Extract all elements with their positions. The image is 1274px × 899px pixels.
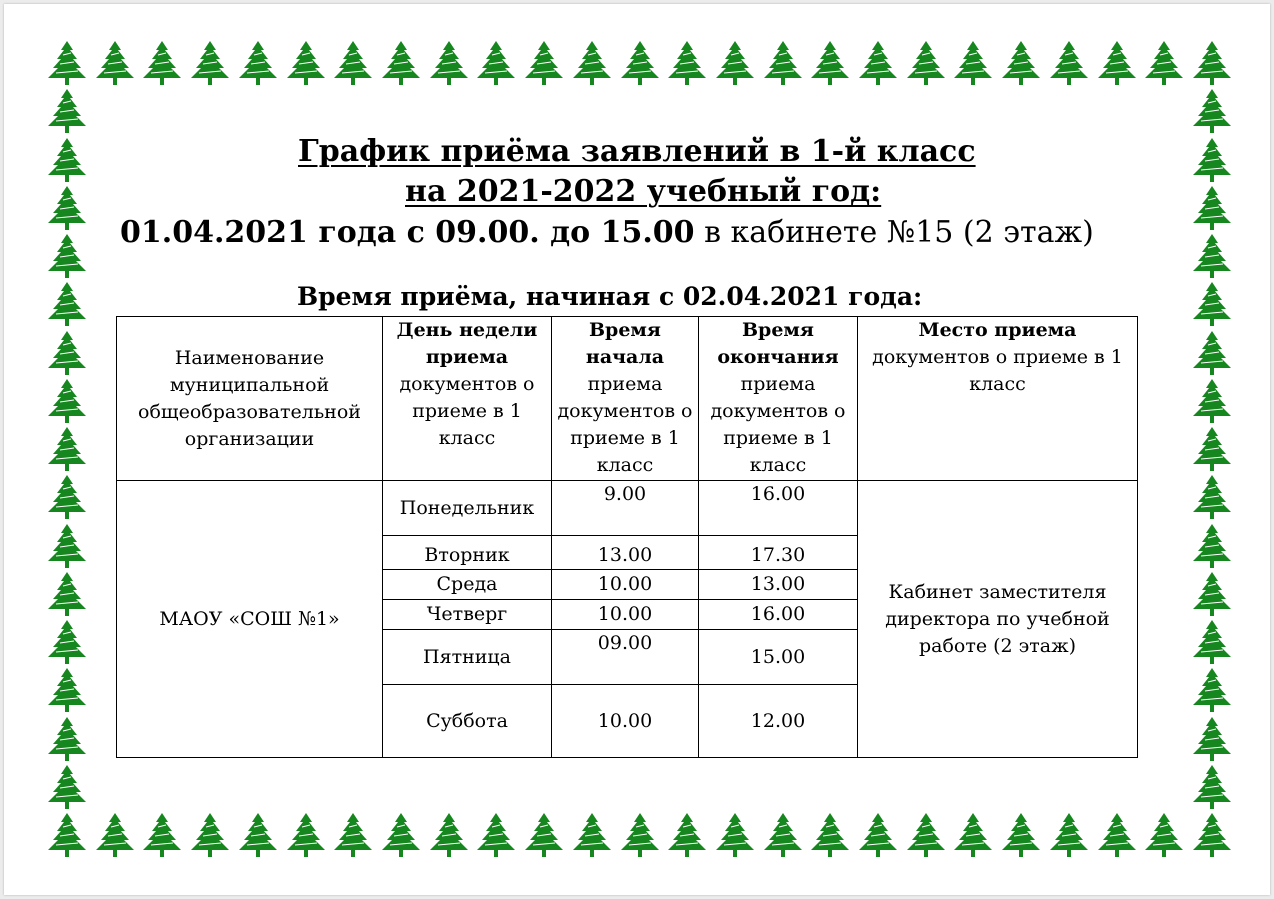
christmas-tree-icon bbox=[283, 40, 329, 86]
day-cell: Среда bbox=[383, 570, 552, 600]
christmas-tree-icon bbox=[1189, 378, 1235, 424]
christmas-tree-icon bbox=[1189, 667, 1235, 713]
christmas-tree-icon bbox=[569, 40, 615, 86]
christmas-tree-icon bbox=[807, 40, 853, 86]
christmas-tree-icon bbox=[903, 40, 949, 86]
christmas-tree-icon bbox=[330, 812, 376, 858]
header-org bbox=[117, 317, 383, 481]
date-line bbox=[120, 215, 1094, 250]
christmas-tree-icon bbox=[235, 40, 281, 86]
christmas-tree-icon bbox=[807, 812, 853, 858]
day-cell: Вторник bbox=[383, 536, 552, 570]
christmas-tree-icon bbox=[44, 571, 90, 617]
christmas-tree-icon bbox=[187, 40, 233, 86]
end-cell: 15.00 bbox=[699, 630, 858, 685]
christmas-tree-icon bbox=[1189, 330, 1235, 376]
christmas-tree-icon bbox=[950, 40, 996, 86]
christmas-tree-icon bbox=[92, 812, 138, 858]
date-line-rest: в кабинете №15 (2 этаж) bbox=[694, 215, 1094, 250]
christmas-tree-icon bbox=[187, 812, 233, 858]
title-line-2: на 2021-2022 учебный год: bbox=[405, 174, 882, 209]
header-day bbox=[383, 317, 552, 481]
christmas-tree-icon bbox=[1189, 812, 1235, 858]
place-cell: Кабинет заместителя директора по учебной работе (2 этаж) bbox=[858, 481, 1138, 758]
christmas-tree-icon bbox=[44, 88, 90, 134]
start-cell: 9.00 bbox=[552, 481, 699, 536]
christmas-tree-icon bbox=[44, 619, 90, 665]
christmas-tree-icon bbox=[44, 330, 90, 376]
christmas-tree-icon bbox=[139, 40, 185, 86]
christmas-tree-icon bbox=[760, 40, 806, 86]
christmas-tree-icon bbox=[44, 137, 90, 183]
christmas-tree-icon bbox=[473, 40, 519, 86]
end-cell: 16.00 bbox=[699, 600, 858, 630]
end-cell: 13.00 bbox=[699, 570, 858, 600]
christmas-tree-icon bbox=[1189, 523, 1235, 569]
org-name-cell: МАОУ «СОШ №1» bbox=[117, 481, 383, 758]
christmas-tree-icon bbox=[998, 812, 1044, 858]
table-row bbox=[117, 481, 1138, 536]
christmas-tree-icon bbox=[44, 667, 90, 713]
christmas-tree-icon bbox=[378, 812, 424, 858]
christmas-tree-icon bbox=[1046, 812, 1092, 858]
christmas-tree-icon bbox=[617, 812, 663, 858]
christmas-tree-icon bbox=[44, 764, 90, 810]
christmas-tree-icon bbox=[1189, 571, 1235, 617]
header-start-rest: приема документов о приеме в 1 класс bbox=[557, 373, 693, 476]
christmas-tree-icon bbox=[44, 716, 90, 762]
christmas-tree-icon bbox=[1189, 88, 1235, 134]
christmas-tree-icon bbox=[664, 812, 710, 858]
header-day-rest: документов о приеме в 1 класс bbox=[399, 373, 535, 449]
schedule-subtitle: Время приёма, начиная с 02.04.2021 года: bbox=[297, 282, 923, 311]
christmas-tree-icon bbox=[998, 40, 1044, 86]
christmas-tree-icon bbox=[426, 40, 472, 86]
christmas-tree-icon bbox=[1189, 281, 1235, 327]
christmas-tree-icon bbox=[235, 812, 281, 858]
start-cell: 09.00 bbox=[552, 630, 699, 685]
header-end bbox=[699, 317, 858, 481]
christmas-tree-icon bbox=[855, 40, 901, 86]
christmas-tree-icon bbox=[855, 812, 901, 858]
table-header-row bbox=[117, 317, 1138, 481]
christmas-tree-icon bbox=[521, 40, 567, 86]
christmas-tree-icon bbox=[664, 40, 710, 86]
christmas-tree-icon bbox=[1189, 185, 1235, 231]
christmas-tree-icon bbox=[1189, 137, 1235, 183]
christmas-tree-icon bbox=[760, 812, 806, 858]
header-start-bold: Время начала bbox=[585, 319, 665, 368]
christmas-tree-icon bbox=[473, 812, 519, 858]
end-cell: 16.00 bbox=[699, 481, 858, 536]
christmas-tree-icon bbox=[44, 523, 90, 569]
schedule-table bbox=[116, 316, 1138, 758]
christmas-tree-icon bbox=[712, 812, 758, 858]
title-line-1: График приёма заявлений в 1-й класс bbox=[298, 134, 976, 169]
christmas-tree-icon bbox=[569, 812, 615, 858]
christmas-tree-icon bbox=[378, 40, 424, 86]
christmas-tree-icon bbox=[44, 378, 90, 424]
header-org-text: Наименование муниципальной общеобразовательной организации bbox=[138, 346, 361, 450]
day-cell: Суббота bbox=[383, 685, 552, 758]
christmas-tree-icon bbox=[1141, 812, 1187, 858]
header-place-rest: документов о приеме в 1 класс bbox=[872, 346, 1123, 395]
christmas-tree-icon bbox=[330, 40, 376, 86]
christmas-tree-icon bbox=[44, 812, 90, 858]
start-cell: 10.00 bbox=[552, 570, 699, 600]
christmas-tree-icon bbox=[426, 812, 472, 858]
christmas-tree-icon bbox=[44, 185, 90, 231]
christmas-tree-icon bbox=[1189, 233, 1235, 279]
header-start bbox=[552, 317, 699, 481]
christmas-tree-icon bbox=[44, 281, 90, 327]
christmas-tree-icon bbox=[1046, 40, 1092, 86]
christmas-tree-icon bbox=[1094, 812, 1140, 858]
date-line-bold: 01.04.2021 года с 09.00. до 15.00 bbox=[120, 215, 695, 250]
start-cell: 10.00 bbox=[552, 600, 699, 630]
christmas-tree-icon bbox=[44, 40, 90, 86]
christmas-tree-icon bbox=[1189, 716, 1235, 762]
christmas-tree-icon bbox=[44, 474, 90, 520]
christmas-tree-icon bbox=[139, 812, 185, 858]
end-cell: 12.00 bbox=[699, 685, 858, 758]
christmas-tree-icon bbox=[1094, 40, 1140, 86]
start-cell: 10.00 bbox=[552, 685, 699, 758]
day-cell: Понедельник bbox=[383, 481, 552, 536]
christmas-tree-icon bbox=[1141, 40, 1187, 86]
christmas-tree-icon bbox=[44, 426, 90, 472]
header-end-bold: Время окончания bbox=[717, 319, 839, 368]
christmas-tree-icon bbox=[92, 40, 138, 86]
day-cell: Пятница bbox=[383, 630, 552, 685]
christmas-tree-icon bbox=[903, 812, 949, 858]
start-cell: 13.00 bbox=[552, 536, 699, 570]
christmas-tree-icon bbox=[1189, 40, 1235, 86]
christmas-tree-icon bbox=[521, 812, 567, 858]
christmas-tree-icon bbox=[950, 812, 996, 858]
christmas-tree-icon bbox=[1189, 619, 1235, 665]
day-cell: Четверг bbox=[383, 600, 552, 630]
christmas-tree-icon bbox=[283, 812, 329, 858]
header-place-bold: Место приема bbox=[918, 319, 1077, 341]
end-cell: 17.30 bbox=[699, 536, 858, 570]
christmas-tree-icon bbox=[1189, 764, 1235, 810]
christmas-tree-icon bbox=[1189, 474, 1235, 520]
christmas-tree-icon bbox=[712, 40, 758, 86]
header-place bbox=[858, 317, 1138, 481]
header-end-rest: приема документов о приеме в 1 класс bbox=[710, 373, 846, 476]
christmas-tree-icon bbox=[617, 40, 663, 86]
christmas-tree-icon bbox=[1189, 426, 1235, 472]
christmas-tree-icon bbox=[44, 233, 90, 279]
header-day-bold: День недели приема bbox=[396, 319, 538, 368]
